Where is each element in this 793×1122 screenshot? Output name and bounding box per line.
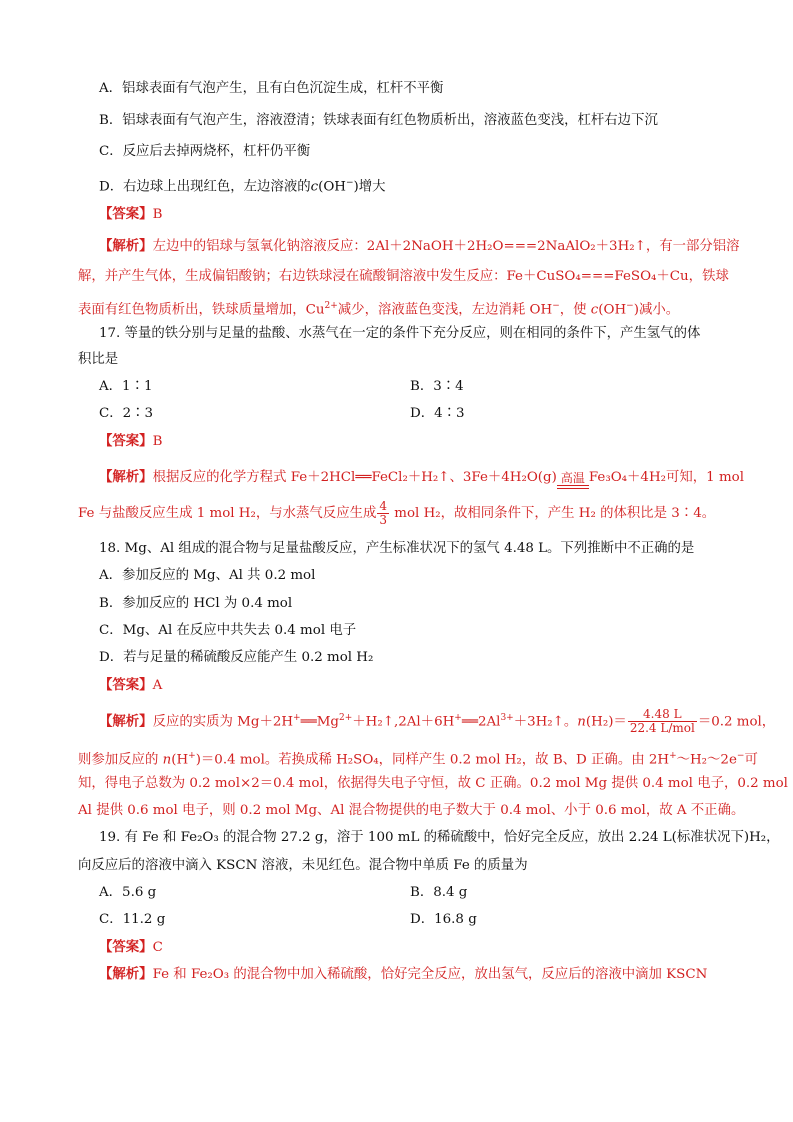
fraction-hydrogen: $\frac{4.48 L}{\text{22.4 L/mol}}$ xyxy=(629,707,695,736)
q17-option-c: C．2∶3 xyxy=(99,406,154,421)
reaction-condition: 高温 xyxy=(557,471,589,493)
q17-analysis-line1: 【解析】根据反应的化学方程式 Fe＋2HCl══FeCl₂＋H₂↑、3Fe＋4H₂O(g) 高温 Fe₃O₄＋4H₂可知，1 mol xyxy=(99,462,744,493)
q17-answer: 【答案】B xyxy=(99,433,163,449)
q18-answer: 【答案】A xyxy=(99,677,163,693)
q16-analysis-line2: 解，并产生气体，生成偏铝酸钠；右边铁球浸在硫酸铜溶液中发生反应：Fe＋CuSO₄===FeSO₄＋Cu，铁球 xyxy=(78,269,729,284)
q18-option-d: D．若与足量的稀硫酸反应能产生 0.2 mol H₂ xyxy=(99,650,374,665)
q19-stem-line1: 19. 有 Fe 和 Fe₂O₃ 的混合物 27.2 g，溶于 100 mL 的稀硫酸中，恰好完全反应，放出 2.24 L(标准状况下)H₂， xyxy=(99,830,780,845)
q19-option-b: B．8.4 g xyxy=(410,885,468,900)
q16-option-c: C．反应后去掉两烧杯，杠杆仍平衡 xyxy=(99,144,311,159)
q17-option-d: D．4∶3 xyxy=(410,406,465,421)
q17-analysis-line2: Fe 与盐酸反应生成 1 mol H₂，与水蒸气反应生成 $\frac{4}{3}$ mol H₂，故相同条件下，产生 H₂ 的体积比是 3∶4。 xyxy=(78,499,716,527)
q16-option-b: B．铝球表面有气泡产生，溶液澄清；铁球表面有红色物质析出，溶液蓝色变浅，杠杆右边下沉 xyxy=(99,113,658,128)
q16-analysis-line1: 【解析】左边中的铝球与氢氧化钠溶液反应：2Al＋2NaOH＋2H₂O===2NaAlO₂＋3H₂↑，有一部分铝溶 xyxy=(99,238,740,254)
fraction-4-3: $\frac{4}{3}$ xyxy=(379,499,388,527)
q16-analysis-line3: 表面有红色物质析出，铁球质量增加，$Cu^{2+}$减少，溶液蓝色变浅，左边消耗 OH−，使 c(OH−)减小。 xyxy=(78,301,680,318)
q18-option-c: C．Mg、Al 在反应中共失去 0.4 mol 电子 xyxy=(99,623,357,638)
q17-option-a: A．1∶1 xyxy=(99,379,153,394)
q18-analysis-line3: 知，得电子总数为 0.2 mol×2＝0.4 mol，依据得失电子守恒，故 C 正确。0.2 mol Mg 提供 0.4 mol 电子，0.2 mol xyxy=(78,776,788,791)
q19-option-a: A．5.6 g xyxy=(99,885,157,900)
q19-stem-line2: 向反应后的溶液中滴入 KSCN 溶液，未见红色。混合物中单质 Fe 的质量为 xyxy=(78,858,528,873)
q16-option-a: A．铝球表面有气泡产生，且有白色沉淀生成，杠杆不平衡 xyxy=(99,81,444,96)
q16-option-d: D．右边球上出现红色，左边溶液的c(OH−)增大 xyxy=(99,178,386,195)
q18-option-b: B．参加反应的 HCl 为 0.4 mol xyxy=(99,596,293,611)
q17-stem-line2: 积比是 xyxy=(78,352,119,367)
q18-option-a: A．参加反应的 Mg、Al 共 0.2 mol xyxy=(99,568,316,583)
q18-stem: 18. Mg、Al 组成的混合物与足量盐酸反应，产生标准状况下的氢气 4.48 L。下列推断中不正确的是 xyxy=(99,541,695,556)
q19-answer: 【答案】C xyxy=(99,939,163,955)
q17-option-b: B．3∶4 xyxy=(410,379,464,394)
q18-analysis-line2: 则参加反应的 n(H+)＝0.4 mol。若换成稀 H₂SO₄，同样产生 0.2 mol H₂，故 B、D 正确。由 2H+～H₂～2e−可 xyxy=(78,751,758,768)
q18-analysis-line4: Al 提供 0.6 mol 电子，则 0.2 mol Mg、Al 混合物提供的电子数大于 0.4 mol、小于 0.6 mol，故 A 不正确。 xyxy=(78,803,745,818)
q19-option-c: C．11.2 g xyxy=(99,912,166,927)
q16-answer: 【答案】B xyxy=(99,206,163,222)
q19-option-d: D．16.8 g xyxy=(410,912,477,927)
q19-analysis-line1: 【解析】Fe 和 Fe₂O₃ 的混合物中加入稀硫酸，恰好完全反应，放出氢气，反应后的溶液中滴加 KSCN xyxy=(99,966,708,982)
q18-analysis-line1: 【解析】反应的实质为 $Mg+2H^+══Mg^{2+}+H_2↑,2Al+6H^+══2Al^{3+}+3H_2↑$。n(H₂)＝ $\frac{4.48 L}{\text{22.4 L/mol}}$ ＝0.2 mol， xyxy=(99,707,776,736)
q17-stem-line1: 17. 等量的铁分别与足量的盐酸、水蒸气在一定的条件下充分反应，则在相同的条件下，产生氢气的体 xyxy=(99,326,701,341)
